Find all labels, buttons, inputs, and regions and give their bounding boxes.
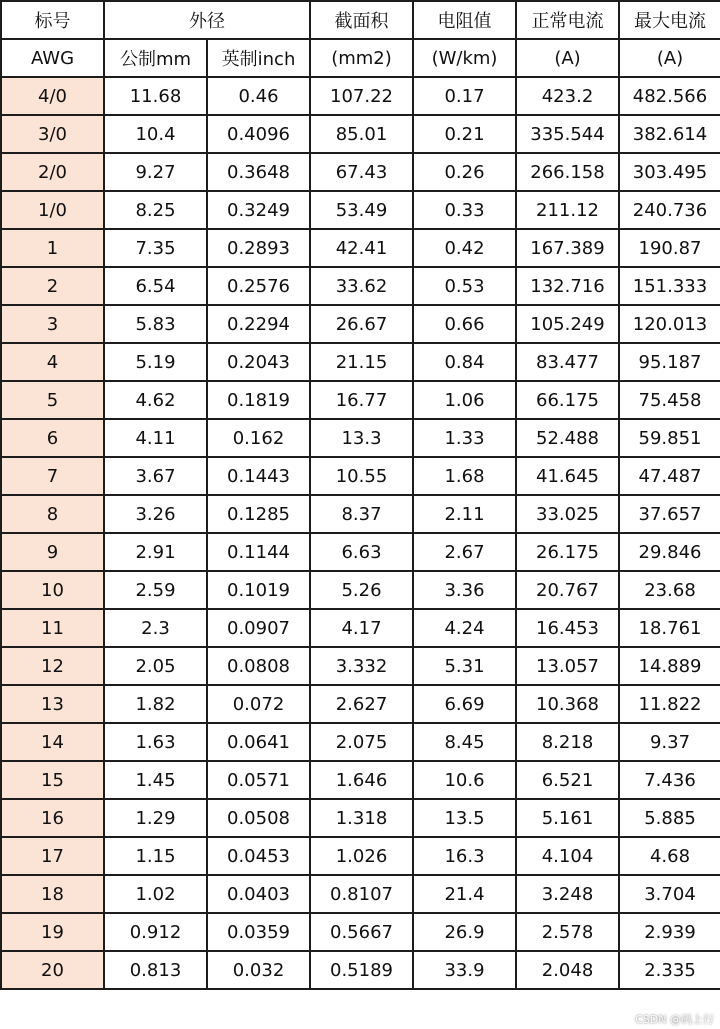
- cell-resistance: 0.26: [413, 153, 516, 191]
- table-row: [1, 77, 720, 115]
- table-row: [1, 723, 720, 761]
- header-normal-current-unit: (A): [516, 39, 619, 77]
- cell-max-current: 120.013: [619, 305, 720, 343]
- cell-area: 5.26: [310, 571, 413, 609]
- cell-area: 2.075: [310, 723, 413, 761]
- cell-area: 67.43: [310, 153, 413, 191]
- cell-max-current: 75.458: [619, 381, 720, 419]
- cell-normal-current: 132.716: [516, 267, 619, 305]
- table-row: [1, 115, 720, 153]
- cell-normal-current: 3.248: [516, 875, 619, 913]
- cell-awg: 12: [1, 647, 104, 685]
- cell-max-current: 151.333: [619, 267, 720, 305]
- cell-diameter-inch: 0.0907: [207, 609, 310, 647]
- cell-diameter-mm: 3.26: [104, 495, 207, 533]
- cell-resistance: 3.36: [413, 571, 516, 609]
- cell-max-current: 18.761: [619, 609, 720, 647]
- header-mm-unit: 公制mm: [104, 39, 207, 77]
- cell-area: 6.63: [310, 533, 413, 571]
- cell-diameter-inch: 0.2294: [207, 305, 310, 343]
- cell-diameter-mm: 1.29: [104, 799, 207, 837]
- table-row: [1, 153, 720, 191]
- cell-diameter-inch: 0.1443: [207, 457, 310, 495]
- cell-normal-current: 66.175: [516, 381, 619, 419]
- table-row: [1, 647, 720, 685]
- header-max-current-unit: (A): [619, 39, 720, 77]
- cell-diameter-inch: 0.0403: [207, 875, 310, 913]
- cell-resistance: 0.33: [413, 191, 516, 229]
- cell-normal-current: 423.2: [516, 77, 619, 115]
- cell-max-current: 4.68: [619, 837, 720, 875]
- cell-diameter-mm: 2.3: [104, 609, 207, 647]
- cell-diameter-mm: 1.82: [104, 685, 207, 723]
- cell-awg: 3: [1, 305, 104, 343]
- cell-area: 1.026: [310, 837, 413, 875]
- cell-awg: 9: [1, 533, 104, 571]
- cell-awg: 2: [1, 267, 104, 305]
- table-row: [1, 761, 720, 799]
- cell-normal-current: 4.104: [516, 837, 619, 875]
- cell-resistance: 0.66: [413, 305, 516, 343]
- cell-diameter-inch: 0.0808: [207, 647, 310, 685]
- cell-diameter-inch: 0.2576: [207, 267, 310, 305]
- cell-max-current: 9.37: [619, 723, 720, 761]
- cell-awg: 6: [1, 419, 104, 457]
- cell-resistance: 2.67: [413, 533, 516, 571]
- table-row: [1, 191, 720, 229]
- cell-diameter-inch: 0.0508: [207, 799, 310, 837]
- cell-normal-current: 211.12: [516, 191, 619, 229]
- cell-awg: 19: [1, 913, 104, 951]
- cell-max-current: 3.704: [619, 875, 720, 913]
- cell-resistance: 2.11: [413, 495, 516, 533]
- header-resistance-title: 电阻值: [413, 1, 516, 39]
- cell-resistance: 16.3: [413, 837, 516, 875]
- cell-diameter-inch: 0.4096: [207, 115, 310, 153]
- table-row: [1, 457, 720, 495]
- cell-normal-current: 10.368: [516, 685, 619, 723]
- cell-max-current: 59.851: [619, 419, 720, 457]
- cell-resistance: 0.17: [413, 77, 516, 115]
- cell-awg: 1/0: [1, 191, 104, 229]
- cell-normal-current: 83.477: [516, 343, 619, 381]
- table-row: [1, 951, 720, 989]
- cell-diameter-mm: 2.91: [104, 533, 207, 571]
- table-row: [1, 533, 720, 571]
- cell-diameter-mm: 6.54: [104, 267, 207, 305]
- cell-awg: 1: [1, 229, 104, 267]
- cell-normal-current: 26.175: [516, 533, 619, 571]
- cell-normal-current: 335.544: [516, 115, 619, 153]
- cell-diameter-inch: 0.2043: [207, 343, 310, 381]
- cell-max-current: 47.487: [619, 457, 720, 495]
- table-row: [1, 875, 720, 913]
- table-row: [1, 305, 720, 343]
- cell-resistance: 1.06: [413, 381, 516, 419]
- table-row: [1, 229, 720, 267]
- header-awg-title: 标号: [1, 1, 104, 39]
- cell-normal-current: 6.521: [516, 761, 619, 799]
- cell-area: 2.627: [310, 685, 413, 723]
- cell-resistance: 1.68: [413, 457, 516, 495]
- cell-diameter-mm: 2.05: [104, 647, 207, 685]
- cell-resistance: 5.31: [413, 647, 516, 685]
- cell-max-current: 23.68: [619, 571, 720, 609]
- cell-awg: 17: [1, 837, 104, 875]
- cell-resistance: 21.4: [413, 875, 516, 913]
- cell-diameter-mm: 3.67: [104, 457, 207, 495]
- cell-diameter-mm: 7.35: [104, 229, 207, 267]
- table-row: [1, 609, 720, 647]
- table-row: [1, 913, 720, 951]
- table-row: [1, 343, 720, 381]
- cell-area: 1.646: [310, 761, 413, 799]
- cell-resistance: 0.21: [413, 115, 516, 153]
- table-row: [1, 419, 720, 457]
- cell-awg: 5: [1, 381, 104, 419]
- cell-max-current: 2.939: [619, 913, 720, 951]
- cell-max-current: 5.885: [619, 799, 720, 837]
- cell-resistance: 1.33: [413, 419, 516, 457]
- cell-max-current: 482.566: [619, 77, 720, 115]
- cell-diameter-mm: 9.27: [104, 153, 207, 191]
- cell-diameter-mm: 11.68: [104, 77, 207, 115]
- cell-diameter-mm: 8.25: [104, 191, 207, 229]
- cell-awg: 11: [1, 609, 104, 647]
- cell-area: 85.01: [310, 115, 413, 153]
- cell-resistance: 0.84: [413, 343, 516, 381]
- header-normal-current-title: 正常电流: [516, 1, 619, 39]
- cell-area: 26.67: [310, 305, 413, 343]
- cell-normal-current: 16.453: [516, 609, 619, 647]
- header-area-unit: (mm2): [310, 39, 413, 77]
- cell-max-current: 37.657: [619, 495, 720, 533]
- cell-normal-current: 33.025: [516, 495, 619, 533]
- table-row: [1, 685, 720, 723]
- cell-diameter-mm: 1.63: [104, 723, 207, 761]
- cell-diameter-mm: 1.45: [104, 761, 207, 799]
- cell-normal-current: 5.161: [516, 799, 619, 837]
- table-row: [1, 381, 720, 419]
- cell-area: 107.22: [310, 77, 413, 115]
- cell-max-current: 382.614: [619, 115, 720, 153]
- cell-max-current: 2.335: [619, 951, 720, 989]
- cell-awg: 4: [1, 343, 104, 381]
- cell-normal-current: 52.488: [516, 419, 619, 457]
- cell-max-current: 190.87: [619, 229, 720, 267]
- cell-max-current: 14.889: [619, 647, 720, 685]
- cell-diameter-mm: 1.15: [104, 837, 207, 875]
- table-row: [1, 837, 720, 875]
- cell-diameter-inch: 0.1144: [207, 533, 310, 571]
- table-row: [1, 495, 720, 533]
- cell-area: 10.55: [310, 457, 413, 495]
- cell-diameter-inch: 0.2893: [207, 229, 310, 267]
- cell-max-current: 95.187: [619, 343, 720, 381]
- cell-diameter-mm: 1.02: [104, 875, 207, 913]
- cell-resistance: 6.69: [413, 685, 516, 723]
- cell-diameter-mm: 0.813: [104, 951, 207, 989]
- cell-diameter-inch: 0.1019: [207, 571, 310, 609]
- cell-area: 0.5667: [310, 913, 413, 951]
- cell-awg: 13: [1, 685, 104, 723]
- header-resistance-unit: (W/km): [413, 39, 516, 77]
- cell-area: 0.5189: [310, 951, 413, 989]
- cell-awg: 3/0: [1, 115, 104, 153]
- cell-diameter-mm: 4.11: [104, 419, 207, 457]
- cell-awg: 20: [1, 951, 104, 989]
- table-row: [1, 799, 720, 837]
- cell-max-current: 303.495: [619, 153, 720, 191]
- watermark: CSDN @码上行: [635, 1013, 714, 1026]
- cell-awg: 8: [1, 495, 104, 533]
- cell-awg: 4/0: [1, 77, 104, 115]
- cell-diameter-inch: 0.3249: [207, 191, 310, 229]
- cell-area: 16.77: [310, 381, 413, 419]
- table-row: [1, 571, 720, 609]
- header-max-current-title: 最大电流: [619, 1, 720, 39]
- cell-area: 13.3: [310, 419, 413, 457]
- cell-resistance: 0.42: [413, 229, 516, 267]
- cell-diameter-inch: 0.1819: [207, 381, 310, 419]
- cell-diameter-inch: 0.032: [207, 951, 310, 989]
- cell-normal-current: 167.389: [516, 229, 619, 267]
- cell-resistance: 33.9: [413, 951, 516, 989]
- cell-normal-current: 105.249: [516, 305, 619, 343]
- header-inch-unit: 英制inch: [207, 39, 310, 77]
- cell-max-current: 240.736: [619, 191, 720, 229]
- cell-resistance: 13.5: [413, 799, 516, 837]
- cell-awg: 18: [1, 875, 104, 913]
- cell-diameter-mm: 5.19: [104, 343, 207, 381]
- header-diameter-title: 外径: [104, 1, 310, 39]
- cell-area: 21.15: [310, 343, 413, 381]
- cell-resistance: 0.53: [413, 267, 516, 305]
- cell-max-current: 29.846: [619, 533, 720, 571]
- cell-awg: 15: [1, 761, 104, 799]
- cell-diameter-inch: 0.0571: [207, 761, 310, 799]
- cell-max-current: 11.822: [619, 685, 720, 723]
- cell-diameter-inch: 0.3648: [207, 153, 310, 191]
- cell-normal-current: 2.578: [516, 913, 619, 951]
- cell-area: 53.49: [310, 191, 413, 229]
- cell-awg: 7: [1, 457, 104, 495]
- header-row-units: [1, 39, 720, 77]
- cell-diameter-inch: 0.0641: [207, 723, 310, 761]
- cell-area: 3.332: [310, 647, 413, 685]
- cell-normal-current: 20.767: [516, 571, 619, 609]
- cell-diameter-mm: 10.4: [104, 115, 207, 153]
- cell-awg: 2/0: [1, 153, 104, 191]
- cell-area: 0.8107: [310, 875, 413, 913]
- cell-normal-current: 41.645: [516, 457, 619, 495]
- table-row: [1, 267, 720, 305]
- cell-awg: 14: [1, 723, 104, 761]
- cell-resistance: 8.45: [413, 723, 516, 761]
- cell-resistance: 26.9: [413, 913, 516, 951]
- table-body: [1, 1, 720, 989]
- cell-area: 8.37: [310, 495, 413, 533]
- cell-diameter-mm: 4.62: [104, 381, 207, 419]
- cell-normal-current: 2.048: [516, 951, 619, 989]
- cell-area: 42.41: [310, 229, 413, 267]
- cell-diameter-inch: 0.0359: [207, 913, 310, 951]
- cell-diameter-inch: 0.0453: [207, 837, 310, 875]
- cell-diameter-inch: 0.46: [207, 77, 310, 115]
- cell-awg: 16: [1, 799, 104, 837]
- cell-max-current: 7.436: [619, 761, 720, 799]
- cell-diameter-inch: 0.162: [207, 419, 310, 457]
- cell-diameter-mm: 5.83: [104, 305, 207, 343]
- cell-diameter-inch: 0.1285: [207, 495, 310, 533]
- cell-area: 4.17: [310, 609, 413, 647]
- cell-awg: 10: [1, 571, 104, 609]
- cell-resistance: 10.6: [413, 761, 516, 799]
- header-row-titles: [1, 1, 720, 39]
- cell-resistance: 4.24: [413, 609, 516, 647]
- cell-normal-current: 8.218: [516, 723, 619, 761]
- cell-normal-current: 13.057: [516, 647, 619, 685]
- cell-diameter-mm: 0.912: [104, 913, 207, 951]
- cell-area: 33.62: [310, 267, 413, 305]
- cell-diameter-inch: 0.072: [207, 685, 310, 723]
- header-area-title: 截面积: [310, 1, 413, 39]
- cell-normal-current: 266.158: [516, 153, 619, 191]
- cell-area: 1.318: [310, 799, 413, 837]
- header-awg-unit: AWG: [1, 39, 104, 77]
- cell-diameter-mm: 2.59: [104, 571, 207, 609]
